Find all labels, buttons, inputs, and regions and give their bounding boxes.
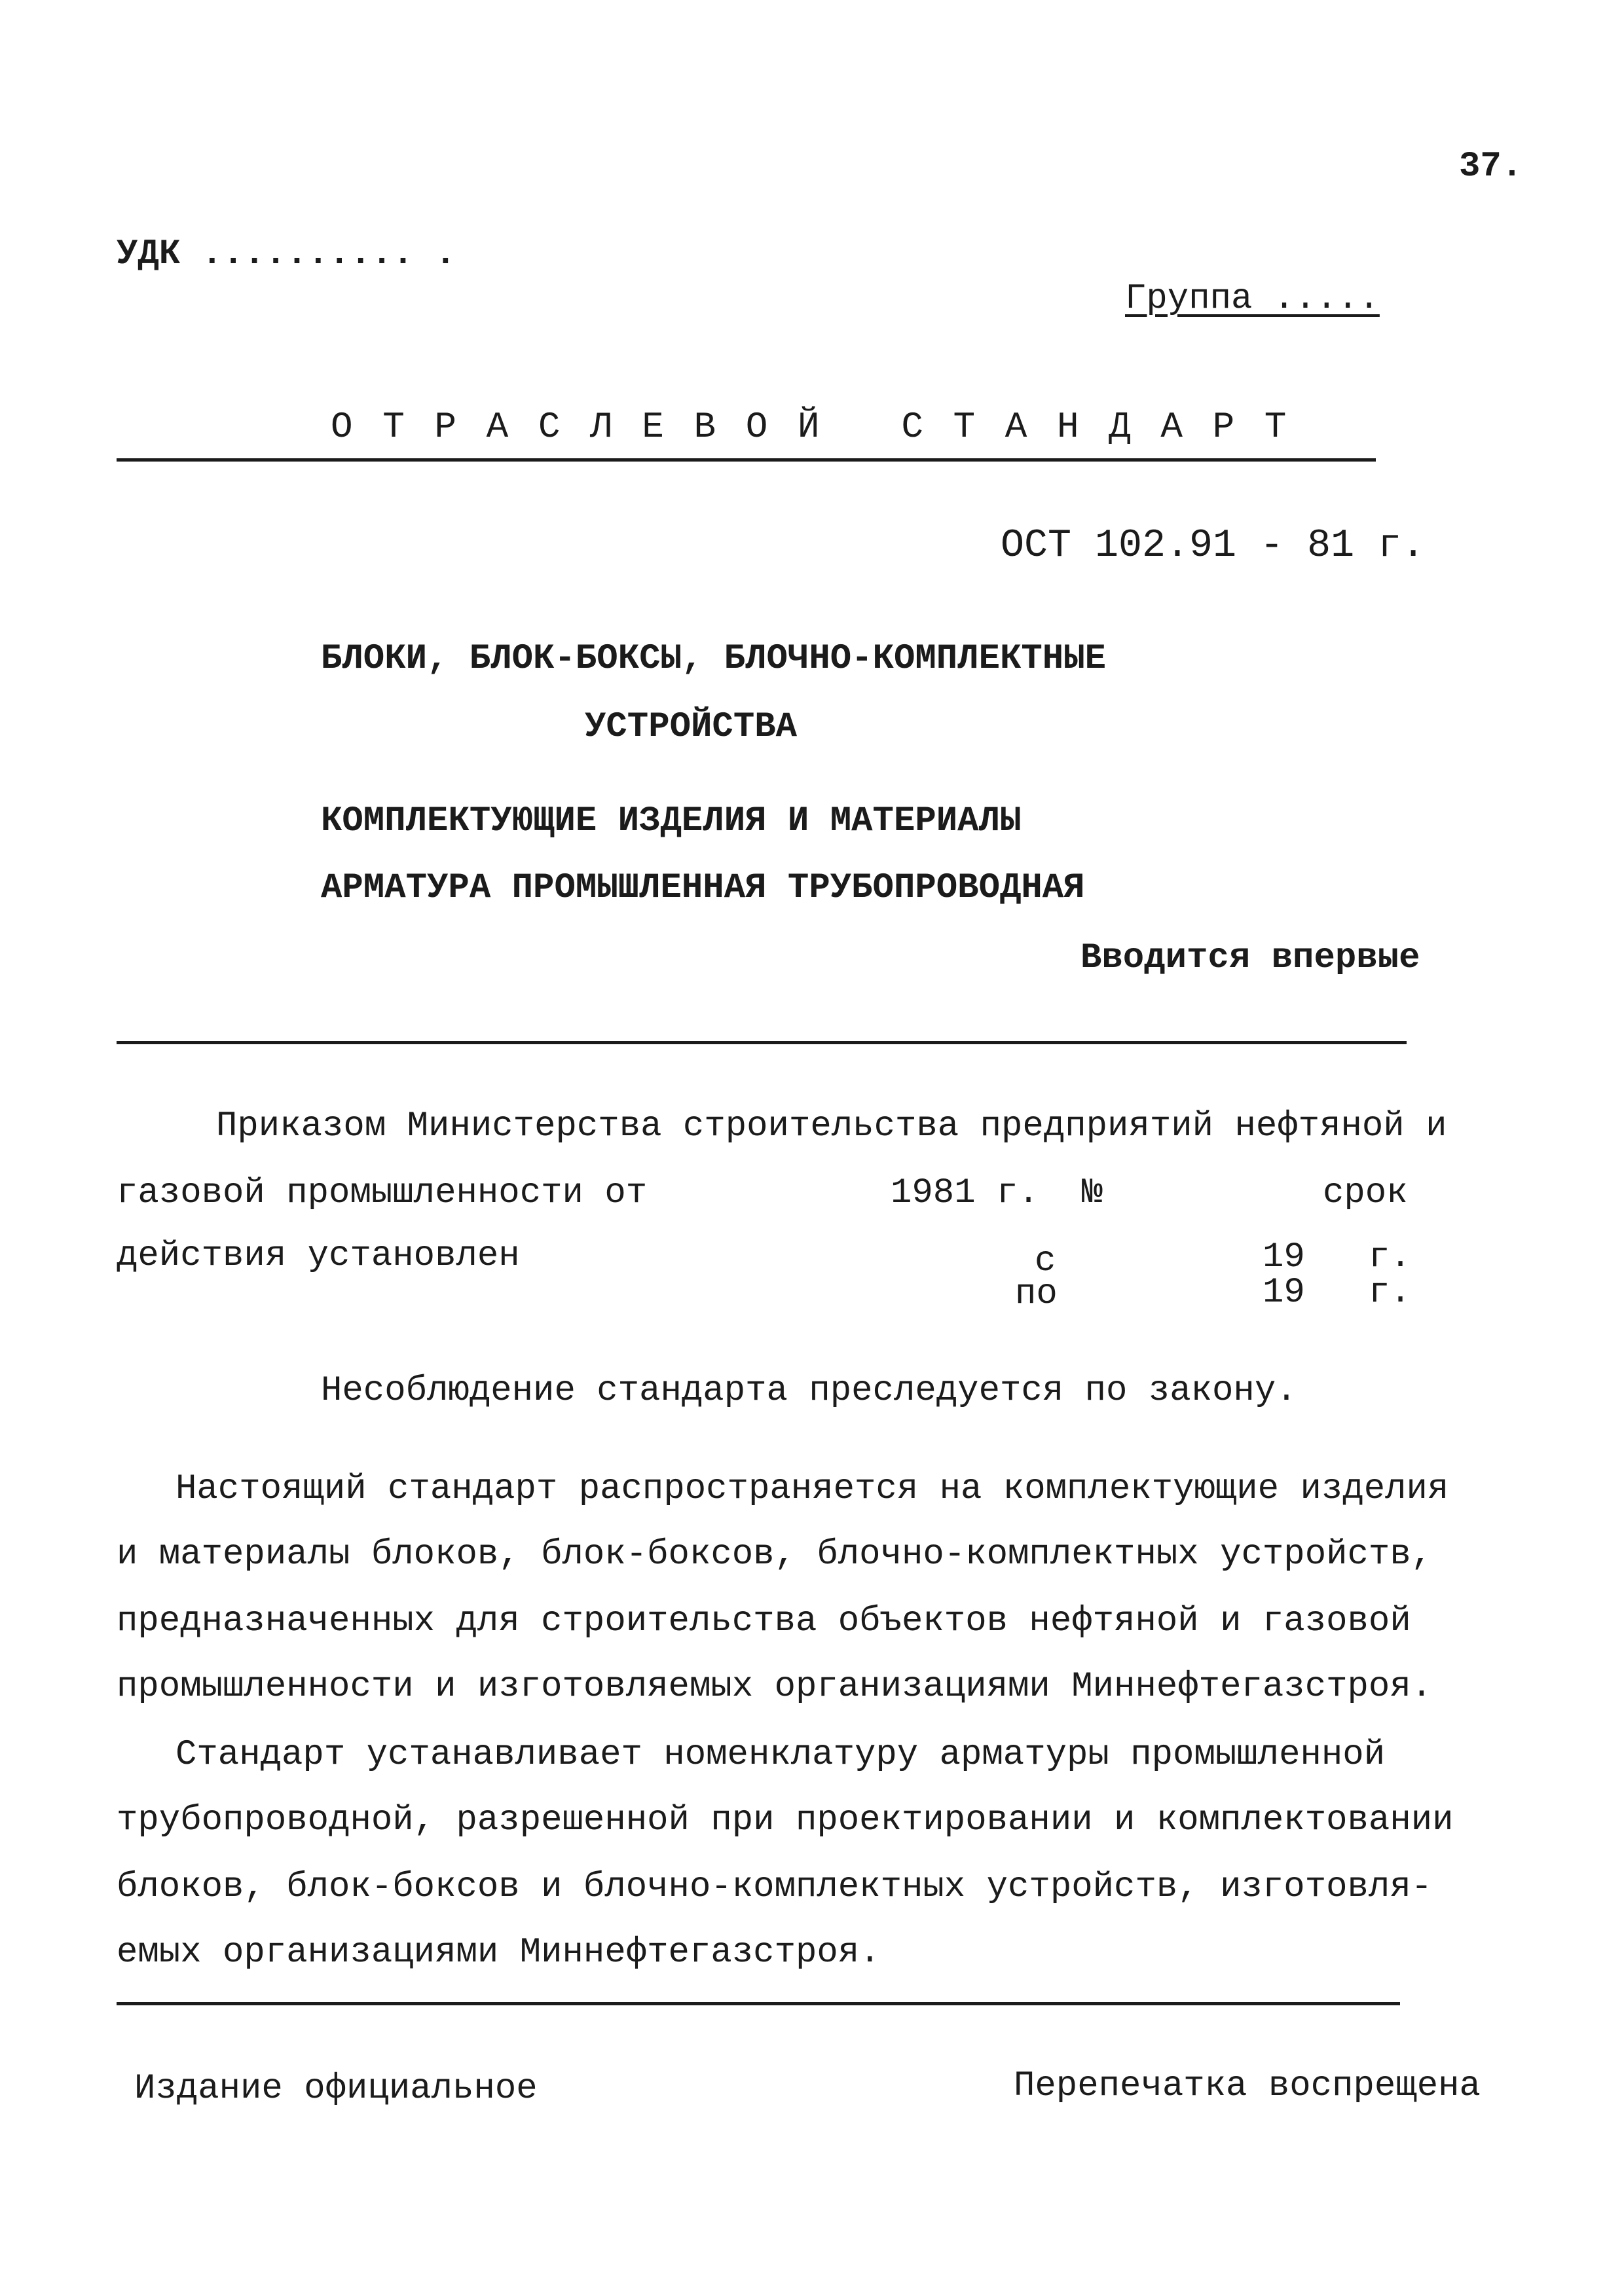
title-rule: [117, 1041, 1407, 1044]
paragraph-2-line: Стандарт устанавливает номенклатуру арматуры промышленной: [175, 1735, 1386, 1775]
paragraph-1-line: и материалы блоков, блок-боксов, блочно-комплектных устройств,: [117, 1535, 1433, 1575]
footer-left: Издание официальное: [134, 2069, 538, 2109]
paragraph-2-line: емых организациями Миннефтегазстроя.: [117, 1933, 881, 1973]
paragraph-1-line: Настоящий стандарт распространяется на комплектующие изделия: [175, 1469, 1449, 1509]
page-number: 37.: [1459, 147, 1523, 187]
order-line-1: Приказом Министерства строительства предприятий нефтяной и: [216, 1106, 1447, 1146]
validity-to-year: 19 г.: [1263, 1273, 1411, 1313]
paragraph-1-line: предназначенных для строительства объектов нефтяной и газовой: [117, 1601, 1411, 1641]
heading-rule: [117, 458, 1376, 462]
section-line-2: АРМАТУРА ПРОМЫШЛЕННАЯ ТРУБОПРОВОДНАЯ: [321, 868, 1085, 908]
paragraph-2-line: трубопроводной, разрешенной при проектировании и комплектовании: [117, 1800, 1454, 1840]
udk-field: УДК .......... .: [117, 234, 456, 274]
validity-to-label: по: [1015, 1274, 1058, 1314]
intro-note: Вводится впервые: [1080, 938, 1420, 978]
section-line-1: КОМПЛЕКТУЮЩИЕ ИЗДЕЛИЯ И МАТЕРИАЛЫ: [321, 801, 1022, 841]
subject-line-2: УСТРОЙСТВА: [585, 707, 798, 747]
standard-heading: О Т Р А С Л Е В О Й С Т А Н Д А Р Т: [331, 406, 1291, 448]
footer-rule: [117, 2002, 1400, 2005]
footer-right: Перепечатка воспрещена: [1014, 2066, 1481, 2106]
validity-from-label: с: [1035, 1241, 1056, 1281]
legal-warning: Несоблюдение стандарта преследуется по закону.: [321, 1371, 1297, 1411]
validity-from-year: 19 г.: [1263, 1237, 1411, 1277]
order-line-2-right: срок: [1323, 1173, 1408, 1213]
order-line-3-left: действия установлен: [117, 1236, 520, 1276]
order-line-2-year: 1981 г. №: [891, 1173, 1103, 1213]
subject-line-1: БЛОКИ, БЛОК-БОКСЫ, БЛОЧНО-КОМПЛЕКТНЫЕ: [321, 639, 1106, 679]
standard-code: ОСТ 102.91 - 81 г.: [1001, 524, 1426, 568]
paragraph-1-line: промышленности и изготовляемых организациями Миннефтегазстроя.: [117, 1667, 1433, 1707]
group-field: Группа .....: [1125, 279, 1380, 319]
paragraph-2-line: блоков, блок-боксов и блочно-комплектных устройств, изготовля-: [117, 1867, 1433, 1907]
order-line-2-left: газовой промышленности от: [117, 1173, 648, 1213]
